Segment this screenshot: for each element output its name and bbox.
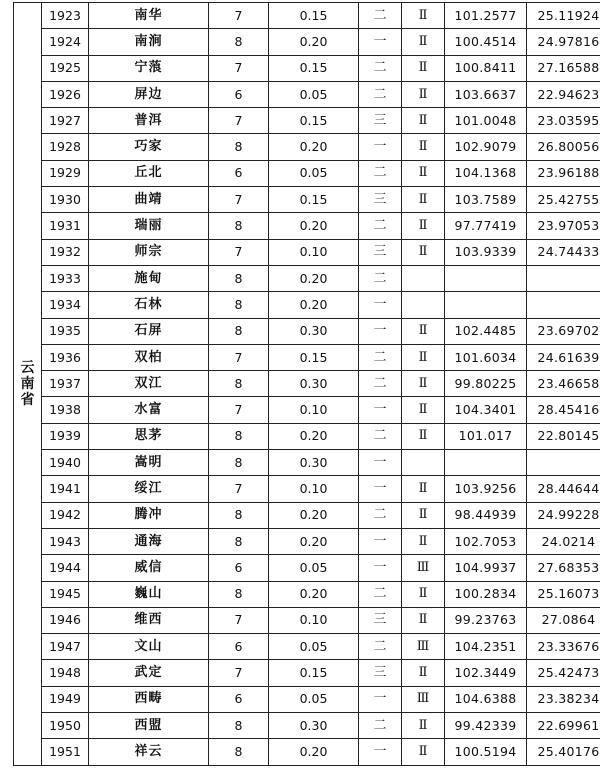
pga-value-cell: 0.20 [269,29,359,55]
table-row [14,81,600,107]
intensity-cell: 7 [209,607,269,633]
site-class-cell: Ⅱ [402,739,445,765]
pga-value-cell: 0.15 [269,55,359,81]
city-name-cell: 宁蒗 [89,55,209,81]
row-id-cell: 1949 [42,686,89,712]
latitude-cell: 23.46658 [527,371,600,397]
latitude-cell: 23.38234 [527,686,600,712]
site-class-cell: Ⅱ [402,318,445,344]
city-name-cell: 绥江 [89,476,209,502]
table-row [14,581,600,607]
province-cell: 云南省 [14,3,42,766]
intensity-cell: 7 [209,187,269,213]
pga-value-cell: 0.20 [269,423,359,449]
city-name-cell: 西畴 [89,686,209,712]
intensity-cell: 8 [209,29,269,55]
table-row [14,239,600,265]
city-name-cell: 文山 [89,634,209,660]
pga-value-cell: 0.10 [269,476,359,502]
city-name-cell: 祥云 [89,739,209,765]
city-name-cell: 威信 [89,555,209,581]
intensity-cell: 6 [209,686,269,712]
longitude-cell: 104.6388 [445,686,527,712]
design-group-cell: 一 [359,555,402,581]
intensity-cell: 7 [209,108,269,134]
pga-value-cell: 0.20 [269,581,359,607]
design-group-cell: 三 [359,239,402,265]
longitude-cell: 102.9079 [445,134,527,160]
site-class-cell: Ⅲ [402,634,445,660]
design-group-cell: 一 [359,686,402,712]
row-id-cell: 1931 [42,213,89,239]
pga-value-cell: 0.15 [269,660,359,686]
latitude-cell: 23.03595 [527,108,600,134]
site-class-cell: Ⅱ [402,108,445,134]
design-group-cell: 一 [359,739,402,765]
longitude-cell: 104.2351 [445,634,527,660]
longitude-cell: 98.44939 [445,502,527,528]
intensity-cell: 7 [209,660,269,686]
row-id-cell: 1941 [42,476,89,502]
longitude-cell: 99.23763 [445,607,527,633]
pga-value-cell: 0.05 [269,555,359,581]
pga-value-cell: 0.30 [269,318,359,344]
intensity-cell: 8 [209,423,269,449]
latitude-cell: 24.74433 [527,239,600,265]
row-id-cell: 1927 [42,108,89,134]
latitude-cell: 25.42755 [527,187,600,213]
site-class-cell: Ⅱ [402,476,445,502]
city-name-cell: 普洱 [89,108,209,134]
row-id-cell: 1943 [42,528,89,554]
latitude-cell: 22.94623 [527,81,600,107]
city-name-cell: 腾冲 [89,502,209,528]
row-id-cell: 1926 [42,81,89,107]
design-group-cell: 二 [359,634,402,660]
site-class-cell: Ⅱ [402,3,445,29]
pga-value-cell: 0.05 [269,634,359,660]
pga-value-cell: 0.15 [269,187,359,213]
site-class-cell: Ⅱ [402,423,445,449]
intensity-cell: 7 [209,239,269,265]
intensity-cell: 6 [209,81,269,107]
site-class-cell: Ⅱ [402,55,445,81]
table-row [14,55,600,81]
design-group-cell: 一 [359,29,402,55]
pga-value-cell: 0.20 [269,213,359,239]
site-class-cell: Ⅱ [402,344,445,370]
latitude-cell: 24.99228 [527,502,600,528]
city-name-cell: 曲靖 [89,187,209,213]
row-id-cell: 1946 [42,607,89,633]
design-group-cell: 一 [359,450,402,476]
row-id-cell: 1930 [42,187,89,213]
table-row [14,634,600,660]
table-row [14,502,600,528]
site-class-cell: Ⅱ [402,713,445,739]
longitude-cell: 101.017 [445,423,527,449]
latitude-cell: 28.45416 [527,397,600,423]
pga-value-cell: 0.20 [269,292,359,318]
city-name-cell: 丘北 [89,160,209,186]
pga-value-cell: 0.05 [269,81,359,107]
intensity-cell: 7 [209,397,269,423]
intensity-cell: 6 [209,634,269,660]
design-group-cell: 三 [359,607,402,633]
latitude-cell: 27.0864 [527,607,600,633]
row-id-cell: 1951 [42,739,89,765]
row-id-cell: 1945 [42,581,89,607]
row-id-cell: 1932 [42,239,89,265]
table-row [14,423,600,449]
longitude-cell: 99.80225 [445,371,527,397]
city-name-cell: 瑞丽 [89,213,209,239]
pga-value-cell: 0.15 [269,3,359,29]
latitude-cell: 25.42473 [527,660,600,686]
row-id-cell: 1938 [42,397,89,423]
site-class-cell: Ⅱ [402,581,445,607]
latitude-cell: 24.97816 [527,29,600,55]
table-row [14,528,600,554]
pga-value-cell: 0.10 [269,239,359,265]
row-id-cell: 1937 [42,371,89,397]
longitude-cell: 100.8411 [445,55,527,81]
city-name-cell: 思茅 [89,423,209,449]
row-id-cell: 1940 [42,450,89,476]
city-name-cell: 维西 [89,607,209,633]
table-row [14,739,600,765]
intensity-cell: 8 [209,292,269,318]
intensity-cell: 8 [209,213,269,239]
longitude-cell: 103.7589 [445,187,527,213]
design-group-cell: 一 [359,292,402,318]
table-row [14,265,600,291]
design-group-cell: 三 [359,108,402,134]
site-class-cell: Ⅱ [402,239,445,265]
site-class-cell [402,450,445,476]
table-row [14,607,600,633]
table-row [14,134,600,160]
row-id-cell: 1935 [42,318,89,344]
longitude-cell: 102.3449 [445,660,527,686]
longitude-cell [445,450,527,476]
table-row [14,108,600,134]
pga-value-cell: 0.30 [269,450,359,476]
design-group-cell: 二 [359,81,402,107]
site-class-cell: Ⅱ [402,502,445,528]
row-id-cell: 1925 [42,55,89,81]
intensity-cell: 6 [209,555,269,581]
intensity-cell: 7 [209,476,269,502]
longitude-cell: 104.3401 [445,397,527,423]
longitude-cell: 103.9339 [445,239,527,265]
city-name-cell: 通海 [89,528,209,554]
intensity-cell: 8 [209,528,269,554]
city-name-cell: 石屏 [89,318,209,344]
city-name-cell: 南涧 [89,29,209,55]
latitude-cell: 25.40176 [527,739,600,765]
city-name-cell: 武定 [89,660,209,686]
row-id-cell: 1923 [42,3,89,29]
longitude-cell: 101.6034 [445,344,527,370]
site-class-cell: Ⅱ [402,187,445,213]
table-row [14,3,600,29]
intensity-cell: 8 [209,581,269,607]
pga-value-cell: 0.20 [269,528,359,554]
design-group-cell: 三 [359,660,402,686]
intensity-cell: 8 [209,450,269,476]
pga-value-cell: 0.20 [269,502,359,528]
longitude-cell [445,292,527,318]
design-group-cell: 二 [359,160,402,186]
row-id-cell: 1948 [42,660,89,686]
table-row [14,160,600,186]
row-id-cell: 1950 [42,713,89,739]
design-group-cell: 二 [359,3,402,29]
design-group-cell: 二 [359,371,402,397]
site-class-cell: Ⅱ [402,81,445,107]
city-name-cell: 水富 [89,397,209,423]
site-class-cell: Ⅱ [402,371,445,397]
latitude-cell: 25.16073 [527,581,600,607]
pga-value-cell: 0.20 [269,134,359,160]
city-name-cell: 西盟 [89,713,209,739]
row-id-cell: 1942 [42,502,89,528]
site-class-cell: Ⅱ [402,397,445,423]
longitude-cell: 104.9937 [445,555,527,581]
row-id-cell: 1934 [42,292,89,318]
design-group-cell: 二 [359,423,402,449]
design-group-cell: 一 [359,318,402,344]
latitude-cell: 25.11924 [527,3,600,29]
pga-value-cell: 0.15 [269,344,359,370]
city-name-cell: 南华 [89,3,209,29]
table-row [14,213,600,239]
site-class-cell: Ⅱ [402,160,445,186]
intensity-cell: 8 [209,265,269,291]
pga-value-cell: 0.05 [269,160,359,186]
table-row [14,371,600,397]
design-group-cell: 二 [359,713,402,739]
table-body [14,3,600,766]
latitude-cell: 28.44644 [527,476,600,502]
table-row [14,187,600,213]
intensity-cell: 7 [209,344,269,370]
city-name-cell: 巍山 [89,581,209,607]
intensity-cell: 7 [209,3,269,29]
site-class-cell [402,265,445,291]
longitude-cell: 102.4485 [445,318,527,344]
longitude-cell: 101.2577 [445,3,527,29]
design-group-cell: 二 [359,581,402,607]
latitude-cell: 23.33676 [527,634,600,660]
design-group-cell: 二 [359,265,402,291]
latitude-cell: 24.0214 [527,528,600,554]
pga-value-cell: 0.30 [269,371,359,397]
pga-value-cell: 0.10 [269,397,359,423]
station-table [13,2,600,766]
longitude-cell: 97.77419 [445,213,527,239]
longitude-cell: 104.1368 [445,160,527,186]
pga-value-cell: 0.20 [269,739,359,765]
row-id-cell: 1929 [42,160,89,186]
site-class-cell: Ⅱ [402,29,445,55]
row-id-cell: 1936 [42,344,89,370]
city-name-cell: 师宗 [89,239,209,265]
intensity-cell: 8 [209,134,269,160]
site-class-cell: Ⅱ [402,213,445,239]
intensity-cell: 8 [209,713,269,739]
city-name-cell: 嵩明 [89,450,209,476]
site-class-cell: Ⅱ [402,607,445,633]
city-name-cell: 屏边 [89,81,209,107]
row-id-cell: 1924 [42,29,89,55]
row-id-cell: 1933 [42,265,89,291]
table-row [14,555,600,581]
table-row [14,29,600,55]
latitude-cell: 22.69961 [527,713,600,739]
city-name-cell: 石林 [89,292,209,318]
latitude-cell [527,265,600,291]
table-row [14,344,600,370]
longitude-cell: 103.6637 [445,81,527,107]
table-row [14,686,600,712]
pga-value-cell: 0.20 [269,265,359,291]
design-group-cell: 一 [359,528,402,554]
table-row [14,476,600,502]
city-name-cell: 施甸 [89,265,209,291]
latitude-cell [527,450,600,476]
design-group-cell: 二 [359,213,402,239]
longitude-cell: 100.5194 [445,739,527,765]
intensity-cell: 8 [209,371,269,397]
design-group-cell: 二 [359,502,402,528]
design-group-cell: 二 [359,55,402,81]
longitude-cell: 101.0048 [445,108,527,134]
row-id-cell: 1939 [42,423,89,449]
latitude-cell: 22.80145 [527,423,600,449]
longitude-cell: 99.42339 [445,713,527,739]
intensity-cell: 8 [209,739,269,765]
latitude-cell: 27.68353 [527,555,600,581]
table-row [14,450,600,476]
site-class-cell: Ⅱ [402,528,445,554]
pga-value-cell: 0.30 [269,713,359,739]
site-class-cell: Ⅲ [402,555,445,581]
longitude-cell [445,265,527,291]
intensity-cell: 7 [209,55,269,81]
longitude-cell: 102.7053 [445,528,527,554]
row-id-cell: 1947 [42,634,89,660]
latitude-cell: 27.16588 [527,55,600,81]
site-class-cell: Ⅱ [402,134,445,160]
latitude-cell: 26.80056 [527,134,600,160]
latitude-cell: 23.97053 [527,213,600,239]
city-name-cell: 双江 [89,371,209,397]
longitude-cell: 103.9256 [445,476,527,502]
intensity-cell: 6 [209,160,269,186]
design-group-cell: 三 [359,187,402,213]
table-row [14,318,600,344]
design-group-cell: 一 [359,134,402,160]
table-row [14,660,600,686]
table-row [14,713,600,739]
table-row [14,397,600,423]
pga-value-cell: 0.10 [269,607,359,633]
design-group-cell: 二 [359,344,402,370]
pga-value-cell: 0.15 [269,108,359,134]
row-id-cell: 1944 [42,555,89,581]
row-id-cell: 1928 [42,134,89,160]
design-group-cell: 一 [359,397,402,423]
design-group-cell: 一 [359,476,402,502]
table-row [14,292,600,318]
pga-value-cell: 0.05 [269,686,359,712]
latitude-cell: 23.69702 [527,318,600,344]
intensity-cell: 8 [209,318,269,344]
site-class-cell: Ⅲ [402,686,445,712]
longitude-cell: 100.4514 [445,29,527,55]
latitude-cell: 24.61639 [527,344,600,370]
site-class-cell [402,292,445,318]
latitude-cell [527,292,600,318]
city-name-cell: 双柏 [89,344,209,370]
site-class-cell: Ⅱ [402,660,445,686]
latitude-cell: 23.96188 [527,160,600,186]
intensity-cell: 8 [209,502,269,528]
longitude-cell: 100.2834 [445,581,527,607]
city-name-cell: 巧家 [89,134,209,160]
